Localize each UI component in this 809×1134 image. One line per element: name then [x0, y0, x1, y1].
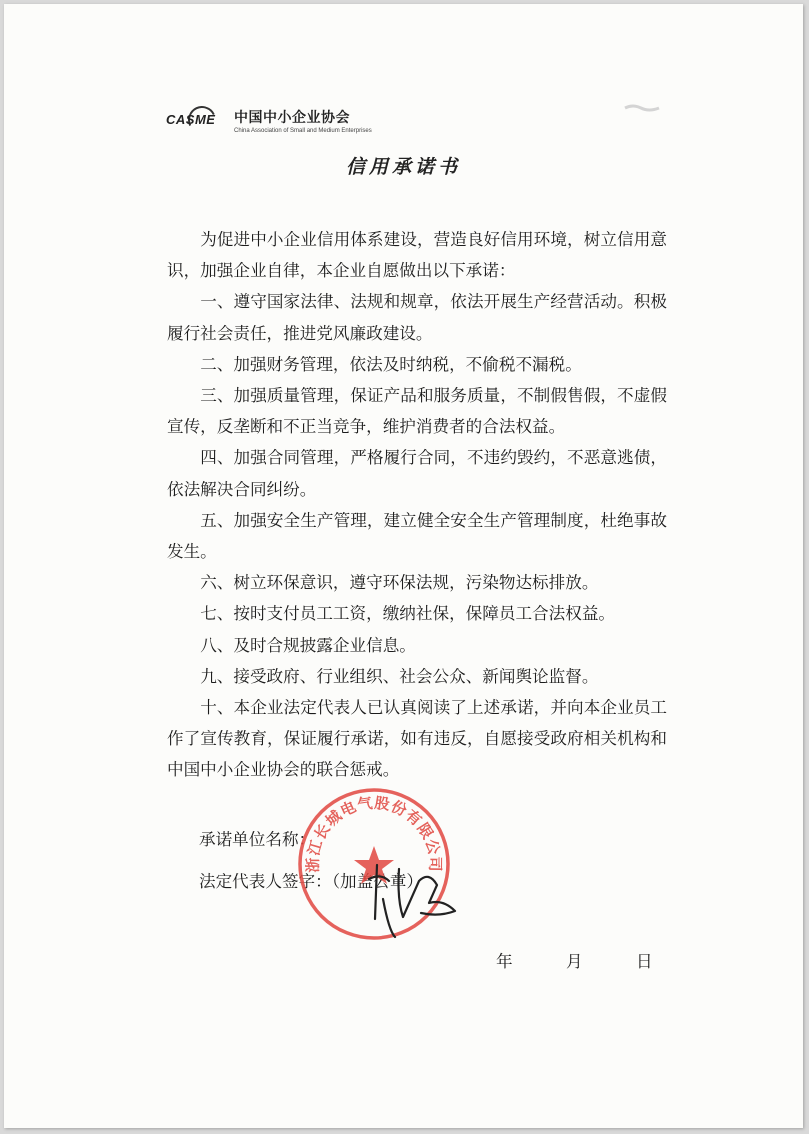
paragraph-intro: 为促进中小企业信用体系建设，营造良好信用环境，树立信用意识，加强企业自律，本企业自愿做出以下承诺： [167, 230, 667, 281]
date-row [496, 948, 653, 972]
legal-representative-label: 法定代表人签字：（加盖公章） [199, 872, 424, 891]
organization-name [234, 107, 372, 134]
paragraph-item-6: 六、树立环保意识，遵守环保法规，污染物达标排放。 [200, 573, 599, 593]
org-name-cn: 中国中小企业协会 [234, 109, 350, 126]
signing-unit-label: 承诺单位名称： [199, 830, 316, 849]
document-page [4, 4, 803, 1128]
handwritten-signature [359, 859, 469, 939]
letterhead [164, 104, 372, 136]
date-year: 年 [496, 952, 513, 971]
commitment-body [167, 224, 667, 786]
paragraph-item-10: 十、本企业法定代表人已认真阅读了上述承诺，并向本企业员工作了宣传教育，保证履行承诺，如有违反，自愿接受政府相关机构和中国中小企业协会的联合惩戒。 [167, 698, 667, 780]
paragraph-item-8: 八、及时合规披露企业信息。 [200, 635, 416, 655]
paragraph-item-1: 一、遵守国家法律、法规和规章，依法开展生产经营活动。积极履行社会责任，推进党风廉政建设。 [167, 292, 667, 343]
paragraph-item-5: 五、加强安全生产管理，建立健全安全生产管理制度，杜绝事故发生。 [167, 510, 667, 562]
org-name-en: China Association of Small and Medium Enterprises [234, 127, 372, 134]
paragraph-item-3: 三、加强质量管理，保证产品和服务质量，不制假售假，不虚假宣传，反垄断和不正当竞争，维护消费者的合法权益。 [167, 386, 667, 437]
document-title: 信用承诺书 [345, 156, 461, 178]
paragraph-item-7: 七、按时支付员工工资，缴纳社保，保障员工合法权益。 [200, 604, 616, 624]
paragraph-item-9: 九、接受政府、行业组织、社会公众、新闻舆论监督。 [200, 666, 599, 686]
logo-abbr: CASME [166, 112, 216, 127]
paragraph-item-2: 二、加强财务管理，依法及时纳税，不偷税不漏税。 [200, 354, 582, 374]
scan-artifact-icon [623, 102, 663, 114]
date-month: 月 [566, 952, 583, 971]
casme-logo [164, 104, 226, 136]
paragraph-item-4: 四、加强合同管理，严格履行合同，不违约毁约，不恶意逃债，依法解决合同纠纷。 [167, 448, 667, 499]
date-day: 日 [636, 952, 653, 971]
seal-text: 浙江长城电气股份有限公司 [303, 793, 445, 873]
